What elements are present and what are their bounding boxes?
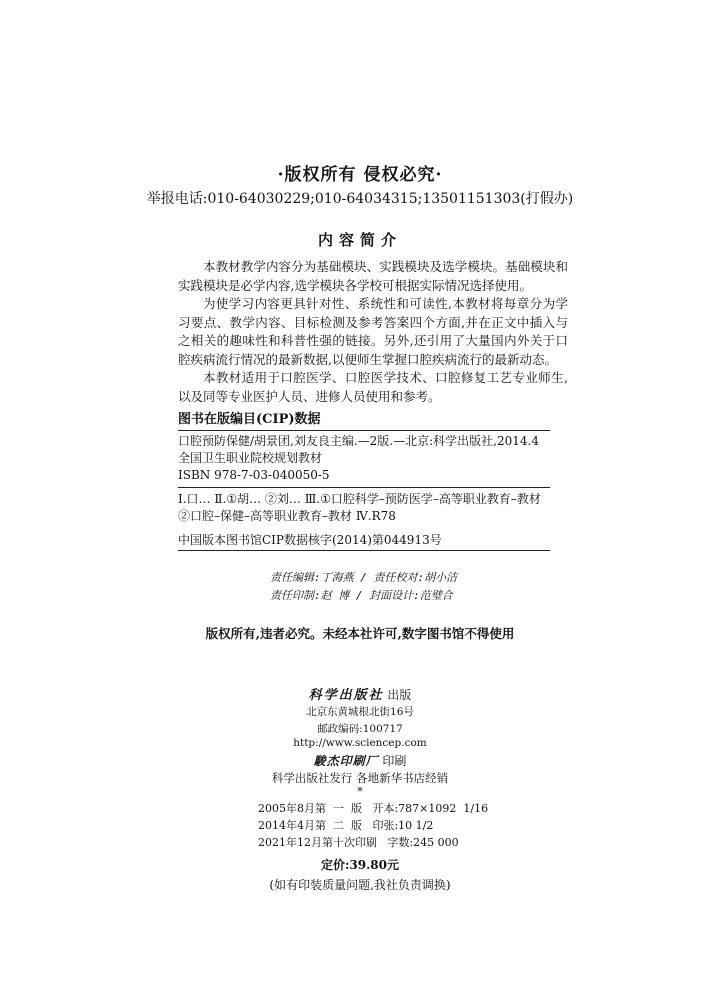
summary-body bbox=[178, 258, 568, 406]
edition-line: 2014年4月第 二 版 印张:10 1/2 bbox=[258, 819, 434, 832]
cip-number: 中国版本图书馆CIP数据核字(2014)第044913号 bbox=[178, 531, 550, 551]
cip-line: 口腔预防保健/胡景团,刘友良主编.—2版.—北京:科学出版社,2014.4 bbox=[178, 434, 539, 448]
publisher-postcode: 邮政编码:100717 bbox=[317, 723, 403, 735]
publisher-address: 北京东黄城根北街16号 bbox=[306, 706, 414, 718]
summary-paragraph: 为使学习内容更具针对性、系统性和可读性,本教材将每章分为学习要点、教学内容、目标检测及参考答案四个方面,并在正文中插入与之相关的趣味性和科普性强的链接。另外,还引用了大量国内外关于口腔疾病流行情况的最新数据,以便师生掌握口腔疾病流行的最新动态。 bbox=[178, 296, 568, 367]
summary-title: 内容简介 bbox=[317, 231, 402, 249]
credits-production: 责任印制:赵 博 / 封面设计:范璧合 bbox=[270, 589, 453, 602]
cip-line: ISBN 978-7-03-040050-5 bbox=[178, 468, 330, 482]
publisher-website: http://www.sciencep.com bbox=[293, 737, 427, 749]
separator-star: * bbox=[357, 785, 363, 798]
printer-suffix: 印刷 bbox=[382, 754, 407, 768]
cip-line: 全国卫生职业院校规划教材 bbox=[178, 451, 323, 465]
summary-paragraph: 本教材教学内容分为基础模块、实践模块及选学模块。基础模块和实践模块是必学内容,选学模块各学校可根据实际情况选择使用。 bbox=[178, 259, 568, 293]
distribution-line: 科学出版社发行 各地新华书店经销 bbox=[271, 771, 449, 785]
quality-note: (如有印装质量问题,我社负责调换) bbox=[269, 878, 451, 892]
edition-line: 2005年8月第 一 版 开本:787×1092 1/16 bbox=[258, 802, 489, 815]
publisher-line bbox=[0, 684, 720, 703]
summary-paragraph: 本教材适用于口腔医学、口腔医学技术、口腔修复工艺专业师生,以及同等专业医护人员、进修人员使用和参考。 bbox=[178, 370, 568, 404]
copyright-notice: 版权所有,违者必究。未经本社许可,数字图书馆不得使用 bbox=[205, 626, 515, 641]
cip-record bbox=[178, 430, 550, 488]
cip-classification: Ⅰ.口… Ⅱ.①胡… ②刘… Ⅲ.①口腔科学–预防医学–高等职业教育–教材 ②口腔–保健–高等职业教育–教材 Ⅳ.R78 bbox=[178, 492, 541, 523]
printer-name: 駿杰印刷厂 bbox=[313, 754, 379, 768]
edition-line: 2021年12月第十次印刷 字数:245 000 bbox=[258, 836, 459, 849]
price: 定价:39.80元 bbox=[320, 858, 399, 872]
printer-line bbox=[0, 752, 720, 769]
publisher-name: 科学出版社 bbox=[308, 688, 384, 703]
edition-info bbox=[258, 800, 488, 851]
report-hotline: 举报电话:010-64030229;010-64034315;13501151303(打假办) bbox=[146, 191, 574, 207]
credits-editors: 责任编辑:丁海燕 / 责任校对:胡小洁 bbox=[270, 571, 458, 584]
cip-title: 图书在版编目(CIP)数据 bbox=[178, 412, 321, 427]
copyright-title: ·版权所有 侵权必究· bbox=[277, 165, 443, 185]
publisher-suffix: 出版 bbox=[387, 688, 412, 702]
